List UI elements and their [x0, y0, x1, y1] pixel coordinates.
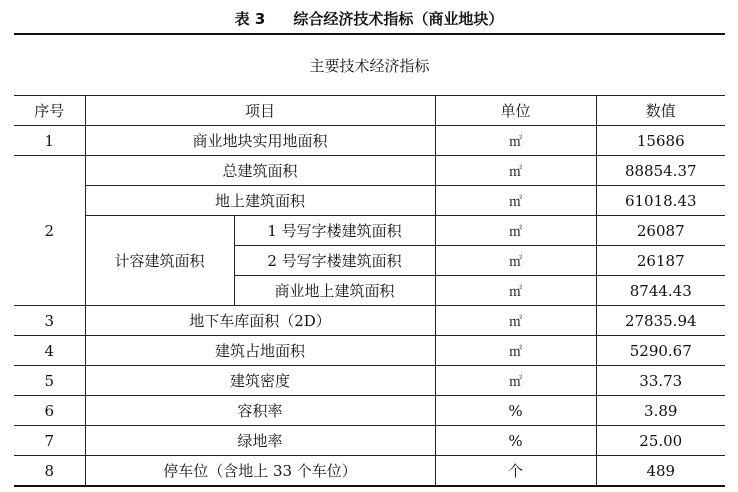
row-seq: 7 [14, 426, 85, 456]
row-unit: ㎡ [435, 246, 596, 276]
row-seq: 8 [14, 456, 85, 487]
row-unit: ㎡ [435, 156, 596, 186]
row-value: 15686 [596, 126, 725, 156]
row-item: 2 号写字楼建筑面积 [234, 246, 435, 276]
row-seq: 3 [14, 306, 85, 336]
row-item: 绿地率 [85, 426, 435, 456]
row-seq: 1 [14, 126, 85, 156]
row-unit: ㎡ [435, 276, 596, 306]
table-row [14, 126, 725, 156]
row-item: 建筑密度 [85, 366, 435, 396]
table-row [14, 306, 725, 336]
row-group-label: 计容建筑面积 [85, 216, 234, 306]
row-value: 61018.43 [596, 186, 725, 216]
table-row [14, 336, 725, 366]
row-unit: 个 [435, 456, 596, 487]
row-value: 88854.37 [596, 156, 725, 186]
header-item: 项目 [85, 96, 435, 126]
row-value: 33.73 [596, 366, 725, 396]
row-unit: ㎡ [435, 216, 596, 246]
table-row [14, 426, 725, 456]
row-value: 26187 [596, 246, 725, 276]
row-seq: 5 [14, 366, 85, 396]
row-value: 25.00 [596, 426, 725, 456]
table-row [14, 216, 725, 246]
row-seq: 2 [14, 156, 85, 306]
header-value: 数值 [596, 96, 725, 126]
row-value: 8744.43 [596, 276, 725, 306]
row-item: 1 号写字楼建筑面积 [234, 216, 435, 246]
row-value: 27835.94 [596, 306, 725, 336]
row-unit: ㎡ [435, 126, 596, 156]
header-unit: 单位 [435, 96, 596, 126]
table-row [14, 456, 725, 487]
table-number: 表 3 [234, 10, 266, 28]
row-value: 3.89 [596, 396, 725, 426]
row-item: 建筑占地面积 [85, 336, 435, 366]
table-caption [0, 8, 738, 29]
row-value: 5290.67 [596, 336, 725, 366]
row-item: 商业地块实用地面积 [85, 126, 435, 156]
row-item: 停车位（含地上 33 个车位） [85, 456, 435, 487]
row-item: 地下车库面积（2D） [85, 306, 435, 336]
table-caption-title: 综合经济技术指标（商业地块） [293, 10, 504, 28]
row-unit: % [435, 396, 596, 426]
table-row [14, 186, 725, 216]
header-row [14, 96, 725, 126]
row-item: 商业地上建筑面积 [234, 276, 435, 306]
row-unit: ㎡ [435, 186, 596, 216]
row-unit: ㎡ [435, 366, 596, 396]
row-seq: 6 [14, 396, 85, 426]
row-seq: 4 [14, 336, 85, 366]
row-unit: % [435, 426, 596, 456]
row-value: 26087 [596, 216, 725, 246]
row-item: 容积率 [85, 396, 435, 426]
indicators-table [14, 33, 725, 487]
header-seq: 序号 [14, 96, 85, 126]
row-value: 489 [596, 456, 725, 487]
row-item: 总建筑面积 [85, 156, 435, 186]
table-row [14, 396, 725, 426]
table-title: 主要技术经济指标 [14, 34, 725, 96]
row-unit: ㎡ [435, 336, 596, 366]
table-row [14, 156, 725, 186]
table-title-row [14, 34, 725, 96]
table-row [14, 366, 725, 396]
row-item: 地上建筑面积 [85, 186, 435, 216]
row-unit: ㎡ [435, 306, 596, 336]
